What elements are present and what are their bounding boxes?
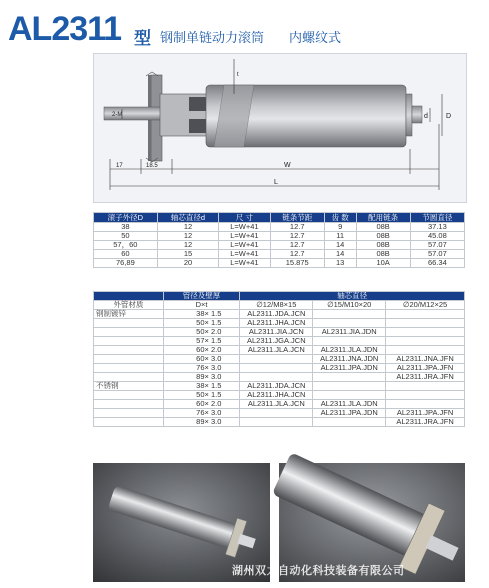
table-cell: 76,89: [94, 259, 158, 268]
roller-photo-closeup: [232, 463, 465, 582]
dim-l-label: L: [274, 179, 278, 186]
model-code: AL2311.JDA.JCN: [240, 382, 313, 391]
tube-size: 76× 3.0: [163, 364, 240, 373]
table-cell: 08B: [356, 232, 410, 241]
material-group: [94, 364, 164, 373]
table-cell: 15.875: [270, 259, 324, 268]
model-code: AL2311.JHA.JCN: [240, 319, 313, 328]
table-cell: 11: [324, 232, 356, 241]
model-code: AL2311.JPA.JDN: [313, 364, 386, 373]
table-cell: 57，60: [94, 241, 158, 250]
table-cell: 12.7: [270, 250, 324, 259]
model-code: [313, 310, 386, 319]
table-row: [94, 223, 465, 232]
table-cell: 12: [157, 241, 219, 250]
model-code: [386, 319, 465, 328]
model-code-table: [93, 291, 465, 427]
model-code: AL2311.JDA.JCN: [240, 310, 313, 319]
tube-size: 89× 3.0: [163, 373, 240, 382]
tube-size: 38× 1.5: [163, 382, 240, 391]
table-cell: 60: [94, 250, 158, 259]
subheader-shaft-12: ∅12/M8×15: [240, 301, 313, 310]
model-code: [313, 418, 386, 427]
tube-size: 76× 3.0: [163, 409, 240, 418]
table-cell: L=W+41: [219, 232, 270, 241]
col-size: 尺 寸: [219, 213, 270, 223]
material-group: 钢制镀锌: [94, 310, 164, 319]
model-code: [386, 337, 465, 346]
table-cell: 10A: [356, 259, 410, 268]
spec-table-header-row: [94, 213, 465, 223]
table-cell: 57.07: [410, 241, 464, 250]
tube-size: 60× 3.0: [163, 355, 240, 364]
table-cell: 08B: [356, 223, 410, 232]
table-row: [94, 241, 465, 250]
table-row: [94, 232, 465, 241]
tube-size: 60× 2.0: [163, 400, 240, 409]
tube-size: 89× 3.0: [163, 418, 240, 427]
table-cell: 20: [157, 259, 219, 268]
model-code: [386, 310, 465, 319]
model-code: [386, 391, 465, 400]
model-code: AL2311.JNA.JDN: [313, 355, 386, 364]
model-code: [386, 328, 465, 337]
col-chain: 配用链条: [356, 213, 410, 223]
roller-drawing-svg: [94, 54, 466, 202]
dim-t-label: t: [237, 72, 239, 78]
table-cell: 08B: [356, 250, 410, 259]
product-variant: 内螺纹式: [289, 30, 342, 45]
tube-size: 60× 2.0: [163, 346, 240, 355]
material-group: [94, 418, 164, 427]
table-cell: 15: [157, 250, 219, 259]
model-number: AL2311: [8, 10, 122, 48]
material-group: [94, 355, 164, 364]
material-group: [94, 346, 164, 355]
dim-17-label: 17: [116, 163, 123, 169]
model-code: AL2311.JGA.JCN: [240, 337, 313, 346]
tube-size: 50× 2.0: [163, 328, 240, 337]
dim-w-label: W: [284, 162, 291, 169]
spec-table-body: [94, 223, 465, 268]
subheader-dxt: D×t: [163, 301, 240, 310]
table-cell: 12.7: [270, 223, 324, 232]
col-pitch-diameter: 节圆直径: [410, 213, 464, 223]
tube-size: 57× 1.5: [163, 337, 240, 346]
material-group: [94, 409, 164, 418]
model-code: AL2311.JIA.JCN: [240, 328, 313, 337]
model-code: [240, 355, 313, 364]
model-code: AL2311.JLA.JDN: [313, 400, 386, 409]
model-code: AL2311.JLA.JCN: [240, 346, 313, 355]
material-group: [94, 328, 164, 337]
model-code: [313, 373, 386, 382]
table-cell: 14: [324, 241, 356, 250]
table-cell: 13: [324, 259, 356, 268]
code-table-body: [94, 310, 465, 427]
material-group: [94, 319, 164, 328]
table-cell: 38: [94, 223, 158, 232]
table-cell: 14: [324, 250, 356, 259]
model-code: AL2311.JPA.JFN: [386, 409, 465, 418]
table-cell: L=W+41: [219, 250, 270, 259]
model-code: AL2311.JPA.JFN: [386, 364, 465, 373]
model-code: [240, 418, 313, 427]
material-group: 不锈钢: [94, 382, 164, 391]
col-teeth: 齿 数: [324, 213, 356, 223]
technical-drawing: [93, 53, 467, 203]
dim-2m-label: 2-M: [112, 112, 123, 118]
table-cell: 37.13: [410, 223, 464, 232]
model-code: [240, 364, 313, 373]
model-code: [386, 382, 465, 391]
col-chain-pitch: 链条节距: [270, 213, 324, 223]
table-row: [94, 418, 465, 427]
product-subtitle: 钢制单链动力滚筒: [160, 30, 265, 45]
model-code: [240, 409, 313, 418]
table-cell: 08B: [356, 241, 410, 250]
model-code: AL2311.JLA.JCN: [240, 400, 313, 409]
model-type-suffix: 型: [134, 29, 151, 48]
material-group: [94, 391, 164, 400]
table-cell: 45.08: [410, 232, 464, 241]
end-cap-shape: [406, 94, 412, 136]
model-code: AL2311.JNA.JFN: [386, 355, 465, 364]
table-cell: L=W+41: [219, 241, 270, 250]
table-row: [94, 250, 465, 259]
dim-18-5-label: 18.5: [146, 163, 158, 169]
subheader-shaft-15: ∅15/M10×20: [313, 301, 386, 310]
model-code: AL2311.JRA.JFN: [386, 373, 465, 382]
model-code: AL2311.JRA.JFN: [386, 418, 465, 427]
page-header: [8, 10, 483, 50]
dim-D-label: D: [446, 113, 452, 120]
table-cell: 12.7: [270, 241, 324, 250]
dim-d-label: d: [424, 113, 428, 120]
material-group: [94, 337, 164, 346]
company-watermark: 湖州双力自动化科技装备有限公司: [232, 565, 405, 577]
tube-size: 50× 1.5: [163, 391, 240, 400]
col-roller-diameter: 滚子外径D: [94, 213, 158, 223]
table-row: [94, 259, 465, 268]
header-shaft-diameter: 轴芯直径: [240, 292, 465, 301]
subheader-material: 外管材质: [94, 301, 164, 310]
col-shaft-diameter: 轴芯直径d: [157, 213, 219, 223]
tube-size: 38× 1.5: [163, 310, 240, 319]
sprocket-spec-table: [93, 212, 465, 268]
model-code: [313, 382, 386, 391]
model-code: AL2311.JIA.JDN: [313, 328, 386, 337]
subheader-shaft-20: ∅20/M12×25: [386, 301, 465, 310]
table-cell: L=W+41: [219, 223, 270, 232]
model-code: AL2311.JPA.JDN: [313, 409, 386, 418]
table-cell: 66.34: [410, 259, 464, 268]
table-cell: L=W+41: [219, 259, 270, 268]
table-cell: 12: [157, 223, 219, 232]
tube-size: 50× 1.5: [163, 319, 240, 328]
model-code: AL2311.JLA.JDN: [313, 346, 386, 355]
material-group: [94, 400, 164, 409]
table-cell: 12.7: [270, 232, 324, 241]
table-cell: 50: [94, 232, 158, 241]
model-code: AL2311.JHA.JCN: [240, 391, 313, 400]
table-cell: 12: [157, 232, 219, 241]
table-cell: 9: [324, 223, 356, 232]
header-tube-size: 管径及壁厚: [163, 292, 240, 301]
table-cell: 57.07: [410, 250, 464, 259]
